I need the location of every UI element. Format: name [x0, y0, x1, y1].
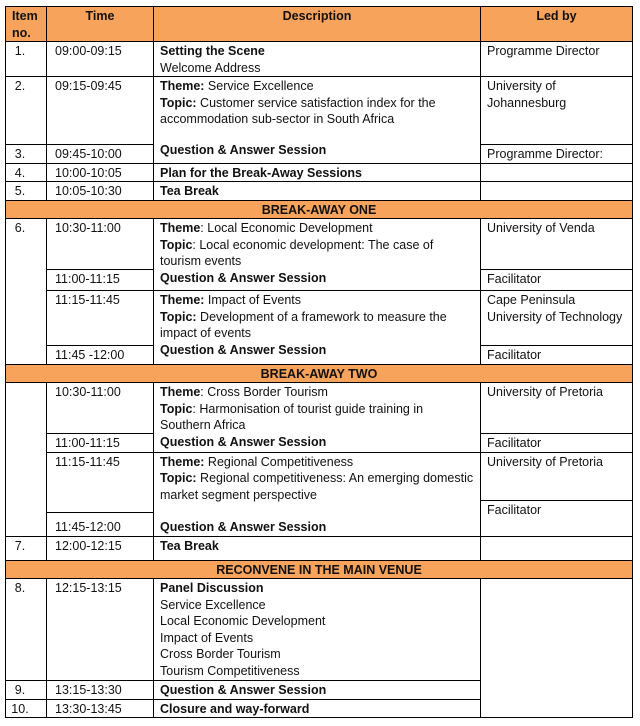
- topic-text: Customer service satisfaction index for the accommodation sub-sector in South Africa: [160, 95, 436, 126]
- section-band: [6, 560, 633, 579]
- theme-label: Theme:: [160, 79, 205, 93]
- item-number: 10.: [6, 699, 47, 718]
- section-title: BREAK-AWAY TWO: [6, 364, 633, 383]
- session-title: Plan for the Break-Away Sessions: [160, 165, 362, 180]
- time-cell: 10:05-10:30: [47, 182, 154, 201]
- item-number: 6.: [6, 219, 47, 365]
- description-cell: [154, 219, 481, 291]
- topic-label: Topic: [160, 401, 193, 416]
- topic-label: Topic: [160, 237, 193, 252]
- description-cell: [154, 699, 481, 718]
- theme-label: Theme:: [160, 293, 205, 307]
- time-cell: 11:15-11:45: [47, 291, 154, 346]
- led-by-cell: Cape Peninsula University of Technology: [481, 291, 633, 346]
- table-row: [6, 536, 633, 560]
- table-row: [6, 579, 633, 681]
- panel-topic: Service Excellence: [160, 597, 266, 612]
- led-by-cell: Facilitator: [481, 434, 633, 453]
- time-cell: 10:00-10:05: [47, 163, 154, 182]
- topic-label: Topic:: [160, 309, 197, 324]
- time-cell: 11:00-11:15: [47, 434, 154, 453]
- led-by-cell: [481, 579, 633, 718]
- topic-text: : Local economic development: The case of tourism events: [160, 237, 434, 268]
- session-title: Question & Answer Session: [160, 342, 327, 357]
- header-led-by: Led by: [481, 7, 633, 42]
- time-cell: 12:15-13:15: [47, 579, 154, 681]
- led-by-cell: Facilitator: [481, 346, 633, 365]
- session-title: Question & Answer Session: [160, 683, 327, 697]
- header-description: Description: [154, 7, 481, 42]
- time-cell: 12:00-12:15: [47, 536, 154, 560]
- section-band: [6, 200, 633, 219]
- table-row: [6, 291, 633, 346]
- description-cell: [154, 681, 481, 700]
- description-cell: [154, 579, 481, 681]
- led-by-cell: [481, 536, 633, 560]
- item-number: 5.: [6, 182, 47, 201]
- led-by-cell: Programme Director:: [481, 145, 633, 164]
- session-title: Setting the Scene: [160, 44, 265, 58]
- description-cell: [154, 182, 481, 201]
- time-cell: 09:15-09:45: [47, 77, 154, 145]
- description-cell: [154, 163, 481, 182]
- item-number: 1.: [6, 42, 47, 77]
- session-title: Tea Break: [160, 538, 219, 553]
- time-cell: 13:30-13:45: [47, 699, 154, 718]
- table-row: [6, 42, 633, 77]
- description-cell: [154, 536, 481, 560]
- table-row: [6, 182, 633, 201]
- led-by-cell: Programme Director: [481, 42, 633, 77]
- table-row: [6, 383, 633, 434]
- description-cell: [154, 383, 481, 453]
- led-by-cell: University of Venda: [481, 219, 633, 270]
- item-number: 2.: [6, 77, 47, 145]
- description-cell: [154, 77, 481, 164]
- item-number: 3.: [6, 145, 47, 164]
- session-title: Question & Answer Session: [160, 142, 327, 157]
- programme-table: [5, 6, 633, 718]
- time-cell: 09:00-09:15: [47, 42, 154, 77]
- header-time: Time: [47, 7, 154, 42]
- topic-label: Topic:: [160, 471, 197, 485]
- panel-topic: Impact of Events: [160, 630, 254, 645]
- section-title: BREAK-AWAY ONE: [6, 200, 633, 219]
- led-by-cell: [481, 182, 633, 201]
- led-by-cell: University of Pretoria: [481, 452, 633, 500]
- time-cell: 10:30-11:00: [47, 219, 154, 270]
- item-number: 8.: [6, 579, 47, 681]
- session-title: Panel Discussion: [160, 581, 264, 595]
- panel-topic: Cross Border Tourism: [160, 647, 281, 661]
- theme-text: Service Excellence: [204, 79, 314, 93]
- time-cell: 11:45 -12:00: [47, 346, 154, 365]
- item-number: 9.: [6, 681, 47, 700]
- theme-text: : Local Economic Development: [200, 221, 373, 235]
- table-row: [6, 219, 633, 270]
- led-by-cell: Facilitator: [481, 270, 633, 291]
- section-band: [6, 364, 633, 383]
- time-cell: 11:00-11:15: [47, 270, 154, 291]
- theme-text: Regional Competitiveness: [204, 454, 354, 469]
- theme-label: Theme: [160, 385, 201, 399]
- session-line: Welcome Address: [160, 60, 261, 75]
- topic-text: Development of a framework to measure the impact of events: [160, 309, 447, 340]
- time-cell: 11:45-12:00: [47, 512, 154, 536]
- session-title: Question & Answer Session: [160, 434, 327, 449]
- theme-text: Impact of Events: [204, 293, 302, 307]
- description-cell: [154, 42, 481, 77]
- description-cell: [154, 291, 481, 365]
- led-by-cell: Facilitator: [481, 500, 633, 536]
- time-cell: 09:45-10:00: [47, 145, 154, 164]
- table-row: [6, 452, 633, 500]
- panel-topic: Local Economic Development: [160, 614, 326, 628]
- time-cell: 13:15-13:30: [47, 681, 154, 700]
- led-by-cell: [481, 163, 633, 182]
- item-number: 4.: [6, 163, 47, 182]
- theme-text: : Cross Border Tourism: [200, 385, 328, 399]
- header-row: [6, 7, 633, 42]
- session-title: Tea Break: [160, 184, 219, 198]
- section-title: RECONVENE IN THE MAIN VENUE: [6, 560, 633, 579]
- topic-text: Regional competitiveness: An emerging domestic market segment perspective: [160, 471, 474, 502]
- item-number: [6, 383, 47, 537]
- led-by-cell: University of Pretoria: [481, 383, 633, 434]
- session-title: Question & Answer Session: [160, 520, 327, 534]
- theme-label: Theme: [160, 221, 201, 235]
- led-by-cell: University of Johannesburg: [481, 77, 633, 145]
- time-cell: 11:15-11:45: [47, 452, 154, 512]
- panel-topic: Tourism Competitiveness: [160, 663, 300, 678]
- session-title: Closure and way-forward: [160, 701, 310, 716]
- topic-label: Topic:: [160, 95, 197, 110]
- theme-label: Theme:: [160, 454, 205, 469]
- session-title: Question & Answer Session: [160, 270, 327, 285]
- table-row: [6, 77, 633, 145]
- topic-text: : Harmonisation of tourist guide training in Southern Africa: [160, 401, 424, 432]
- time-cell: 10:30-11:00: [47, 383, 154, 434]
- header-item: Item no.: [6, 7, 47, 42]
- item-number: 7.: [6, 536, 47, 560]
- table-row: [6, 163, 633, 182]
- description-cell: [154, 452, 481, 536]
